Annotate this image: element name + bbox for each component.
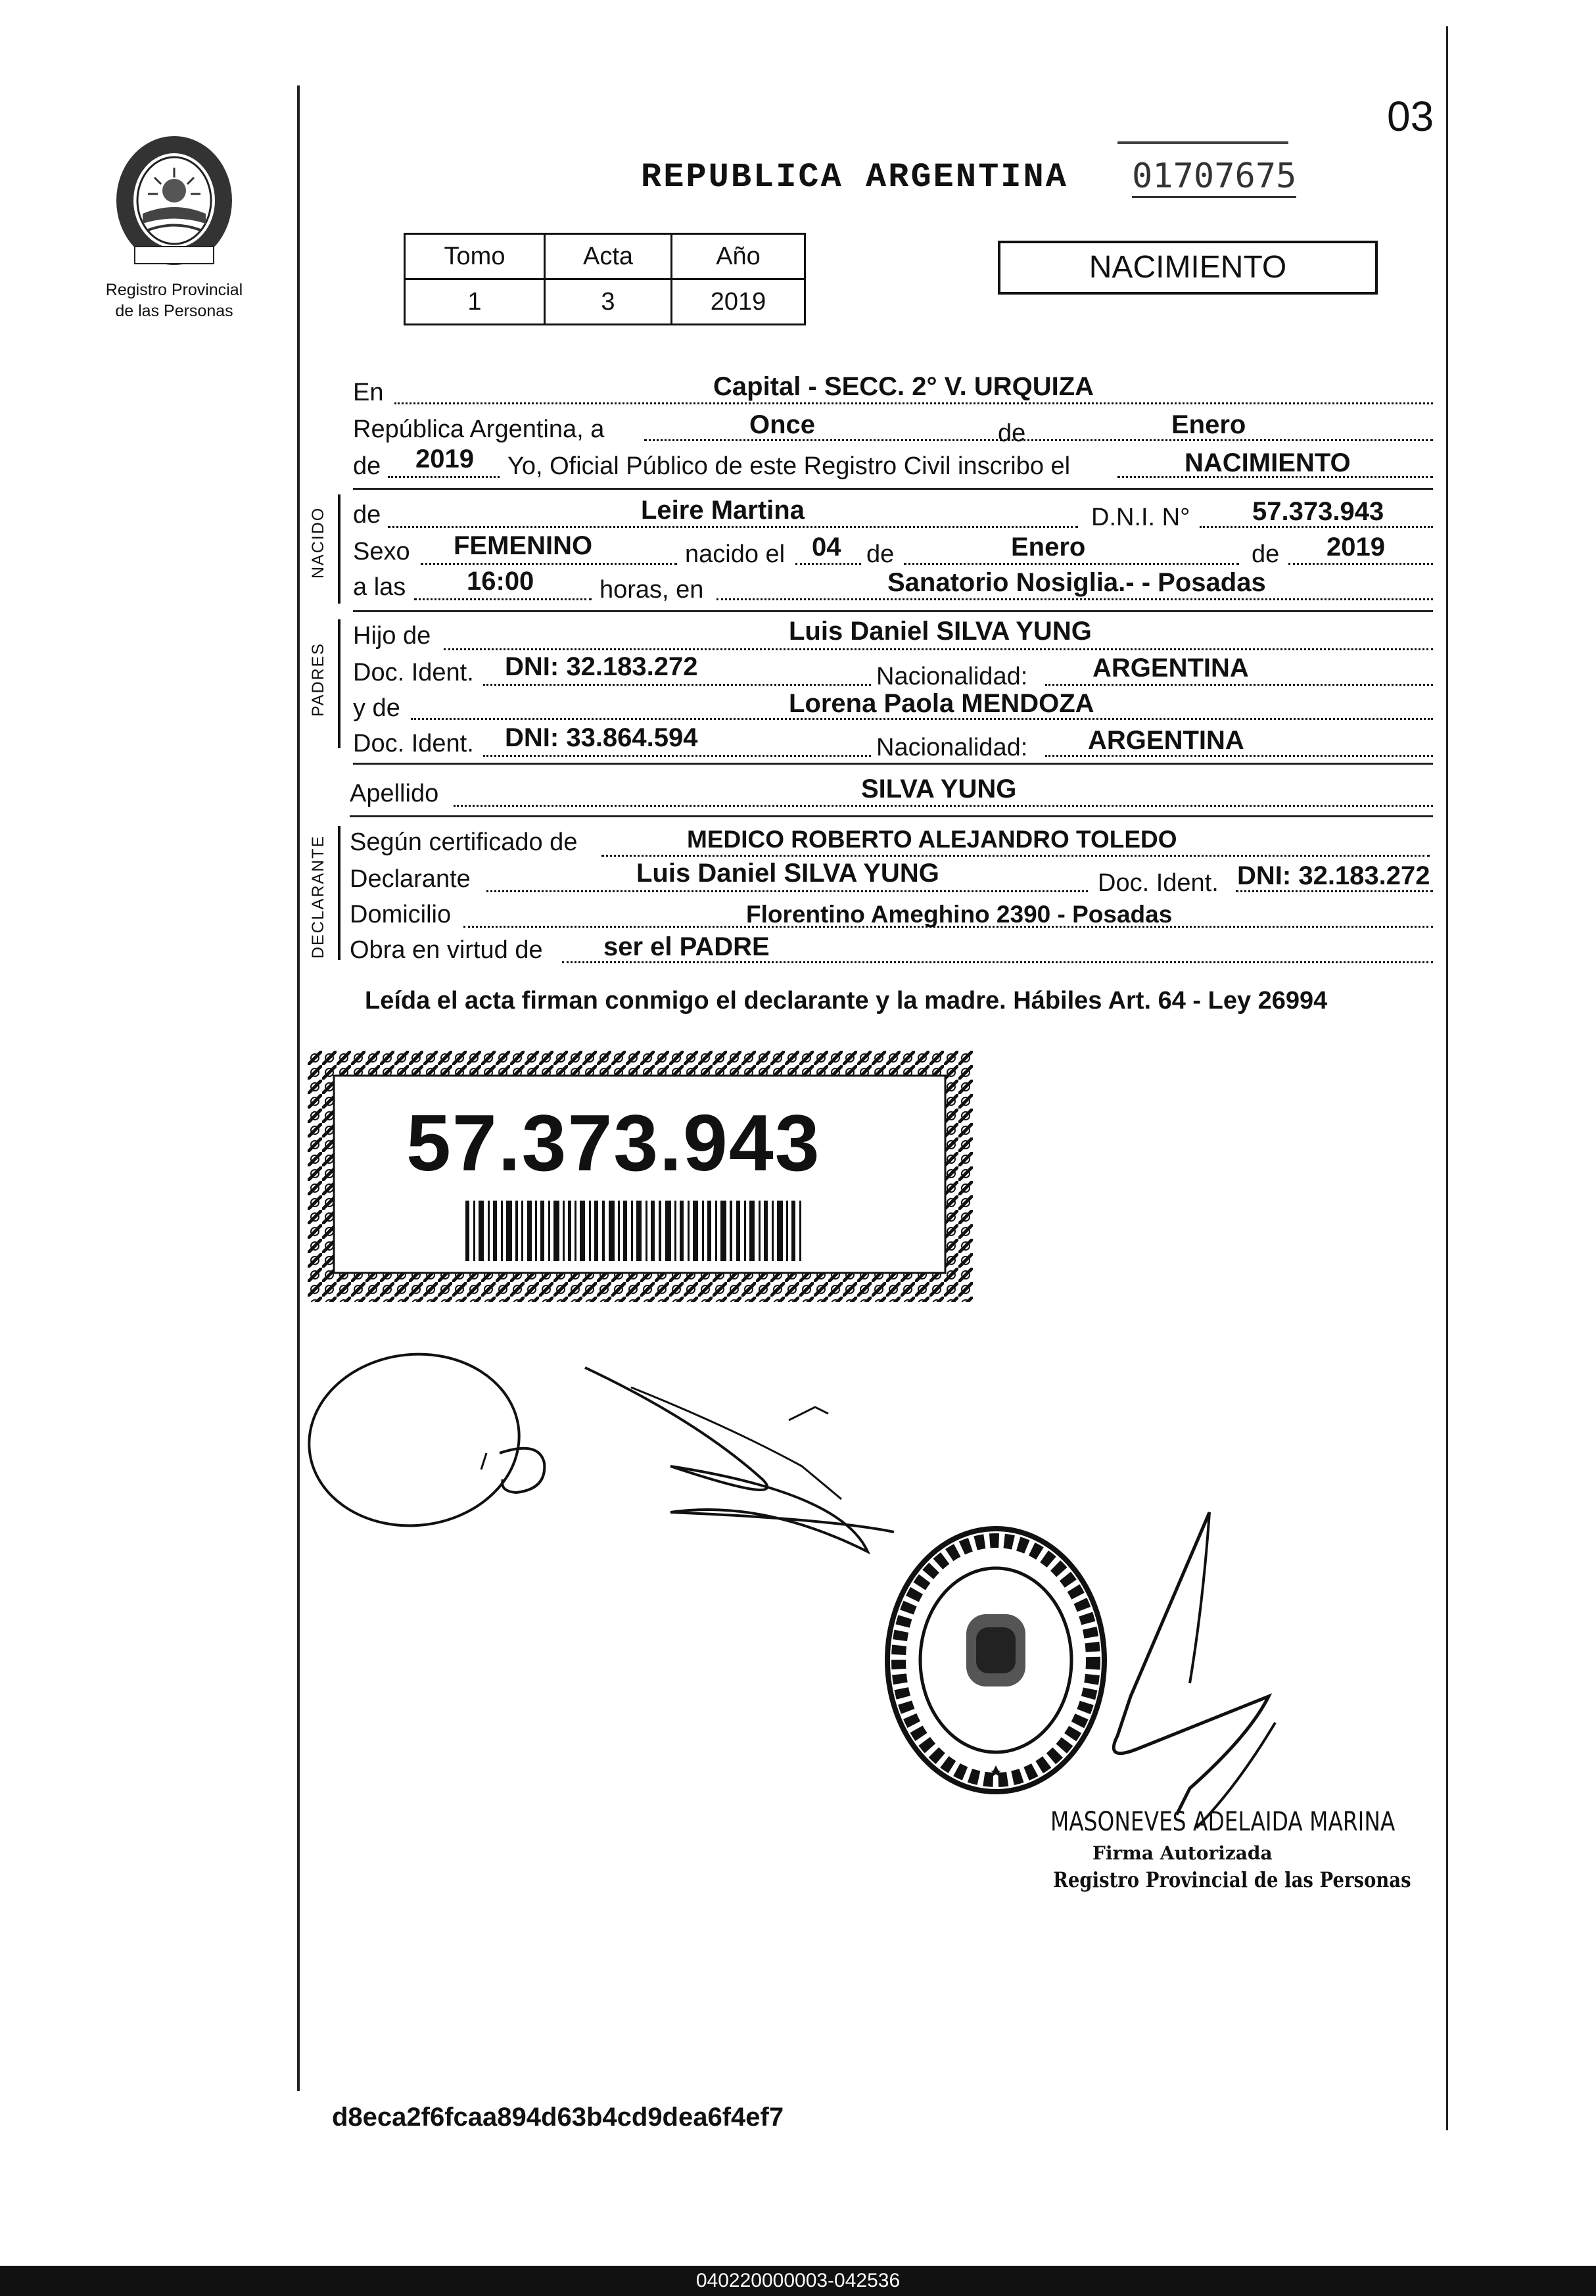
misiones-seal-icon bbox=[108, 132, 240, 276]
sexo-dots bbox=[421, 563, 677, 565]
right-margin-line bbox=[1446, 26, 1448, 2130]
a-las-label: a las bbox=[353, 573, 406, 601]
obra-value: ser el PADRE bbox=[603, 932, 770, 961]
domicilio-value: Florentino Ameghino 2390 - Posadas bbox=[746, 901, 1173, 928]
father-dots bbox=[444, 648, 1433, 650]
en-label: En bbox=[353, 379, 384, 406]
father-nationality: ARGENTINA bbox=[1092, 654, 1249, 682]
horas-label: horas, en bbox=[599, 576, 704, 604]
cert-value: MEDICO ROBERTO ALEJANDRO TOLEDO bbox=[687, 826, 1177, 853]
intro-de-label: de bbox=[998, 419, 1026, 447]
act-type-box: NACIMIENTO bbox=[998, 241, 1378, 295]
logo-caption-line2: de las Personas bbox=[115, 302, 233, 320]
acta-value: 3 bbox=[545, 279, 672, 325]
declarante-side-label: DECLARANTE bbox=[309, 834, 327, 959]
tomo-value: 1 bbox=[405, 279, 545, 325]
birth-year: 2019 bbox=[1326, 533, 1385, 562]
cert-dots bbox=[601, 855, 1430, 857]
padres-side-label: PADRES bbox=[309, 642, 327, 717]
birth-day-dots bbox=[795, 563, 861, 565]
father-doc-label: Doc. Ident. bbox=[353, 659, 474, 686]
left-margin-line bbox=[297, 85, 300, 2091]
intro-day: Once bbox=[749, 410, 816, 439]
mother-name: Lorena Paola MENDOZA bbox=[789, 689, 1094, 718]
father-nat-dots bbox=[1045, 684, 1433, 686]
sexo-label: Sexo bbox=[353, 538, 410, 565]
year-dots bbox=[388, 476, 500, 478]
intro-place: Capital - SECC. 2° V. URQUIZA bbox=[713, 372, 1094, 401]
intro-month: Enero bbox=[1171, 410, 1246, 439]
cert-label: Según certificado de bbox=[350, 828, 578, 856]
acta-header: Acta bbox=[545, 234, 672, 279]
mother-doc: DNI: 33.864.594 bbox=[505, 723, 698, 752]
father-doc-dots bbox=[483, 684, 871, 686]
birth-de-label: de bbox=[866, 540, 895, 568]
intro-year: 2019 bbox=[415, 444, 474, 473]
intro-rule bbox=[353, 488, 1433, 490]
dni-label-number: 57.373.943 bbox=[406, 1098, 821, 1187]
signer-role: Firma Autorizada bbox=[1092, 1842, 1273, 1864]
birth-month: Enero bbox=[1011, 533, 1086, 562]
mother-doc-label: Doc. Ident. bbox=[353, 730, 474, 757]
nacido-el-label: nacido el bbox=[685, 540, 786, 568]
apellido-dots bbox=[454, 805, 1433, 807]
signer-name: MASONEVES ADELAIDA MARINA bbox=[1050, 1807, 1396, 1837]
ano-header: Año bbox=[672, 234, 805, 279]
mother-doc-dots bbox=[483, 755, 871, 757]
nacido-rule bbox=[353, 610, 1433, 612]
nacido-name-dots bbox=[388, 526, 1078, 528]
mother-nationality: ARGENTINA bbox=[1088, 726, 1244, 755]
serial-number: 01707675 bbox=[1132, 156, 1296, 198]
tomo-header: Tomo bbox=[405, 234, 545, 279]
birth-place: Sanatorio Nosiglia.- - Posadas bbox=[887, 568, 1266, 597]
obra-label: Obra en virtud de bbox=[350, 936, 543, 964]
declarante-doc: DNI: 32.183.272 bbox=[1237, 861, 1430, 890]
intro-de-label2: de bbox=[353, 452, 381, 480]
y-de-label: y de bbox=[353, 694, 400, 722]
child-sex: FEMENINO bbox=[454, 531, 593, 560]
en-dots bbox=[394, 402, 1433, 404]
declarante-dots bbox=[486, 890, 1088, 892]
birth-day: 04 bbox=[812, 533, 841, 562]
father-nat-label: Nacionalidad: bbox=[876, 663, 1028, 690]
birth-de-label2: de bbox=[1252, 540, 1280, 568]
hijo-de-label: Hijo de bbox=[353, 622, 431, 650]
birth-place-dots bbox=[716, 598, 1433, 600]
nacido-side-label: NACIDO bbox=[309, 506, 327, 579]
birth-time: 16:00 bbox=[467, 567, 534, 596]
registry-logo bbox=[99, 132, 250, 322]
document-hash: d8eca2f6fcaa894d63b4cd9dea6f4ef7 bbox=[332, 2103, 784, 2132]
officer-text: Yo, Oficial Público de este Registro Civil inscribo el bbox=[507, 452, 1071, 480]
serial-overline bbox=[1117, 141, 1288, 144]
intro-act-word: NACIMIENTO bbox=[1185, 448, 1351, 477]
apellido-rule bbox=[350, 815, 1433, 817]
footer-code: 040220000003-042536 bbox=[0, 2266, 1596, 2296]
domicilio-label: Domicilio bbox=[350, 901, 452, 928]
birth-year-dots bbox=[1288, 563, 1433, 565]
nacido-de-label: de bbox=[353, 501, 381, 529]
republica-label: República Argentina, a bbox=[353, 416, 605, 443]
padres-rule bbox=[353, 763, 1433, 765]
declarante-doc-label: Doc. Ident. bbox=[1098, 869, 1219, 897]
apellido-label: Apellido bbox=[350, 780, 439, 807]
mother-nat-label: Nacionalidad: bbox=[876, 734, 1028, 761]
logo-caption-line1: Registro Provincial bbox=[105, 281, 243, 299]
father-doc: DNI: 32.183.272 bbox=[505, 652, 698, 681]
time-dots bbox=[414, 598, 592, 600]
birth-month-dots bbox=[904, 563, 1239, 565]
closing-note: Leída el acta firman conmigo el declarante y la madre. Hábiles Art. 64 - Ley 26994 bbox=[365, 987, 1328, 1015]
apellido-value: SILVA YUNG bbox=[861, 775, 1017, 803]
declarante-name: Luis Daniel SILVA YUNG bbox=[636, 859, 939, 888]
nacido-bar bbox=[338, 494, 340, 604]
declarante-bar bbox=[338, 826, 340, 960]
document-title: REPUBLICA ARGENTINA bbox=[641, 158, 1068, 197]
declarante-label: Declarante bbox=[350, 865, 471, 893]
signer-office: Registro Provincial de las Personas bbox=[1053, 1867, 1411, 1892]
dni-label: D.N.I. N° bbox=[1091, 504, 1190, 531]
record-table bbox=[404, 233, 806, 325]
father-name: Luis Daniel SILVA YUNG bbox=[789, 617, 1092, 646]
dni-security-label bbox=[308, 1051, 973, 1302]
page-number: 03 bbox=[1387, 93, 1434, 140]
child-dni: 57.373.943 bbox=[1252, 497, 1384, 526]
padres-bar bbox=[338, 619, 340, 748]
child-name: Leire Martina bbox=[641, 496, 805, 525]
ano-value: 2019 bbox=[672, 279, 805, 325]
